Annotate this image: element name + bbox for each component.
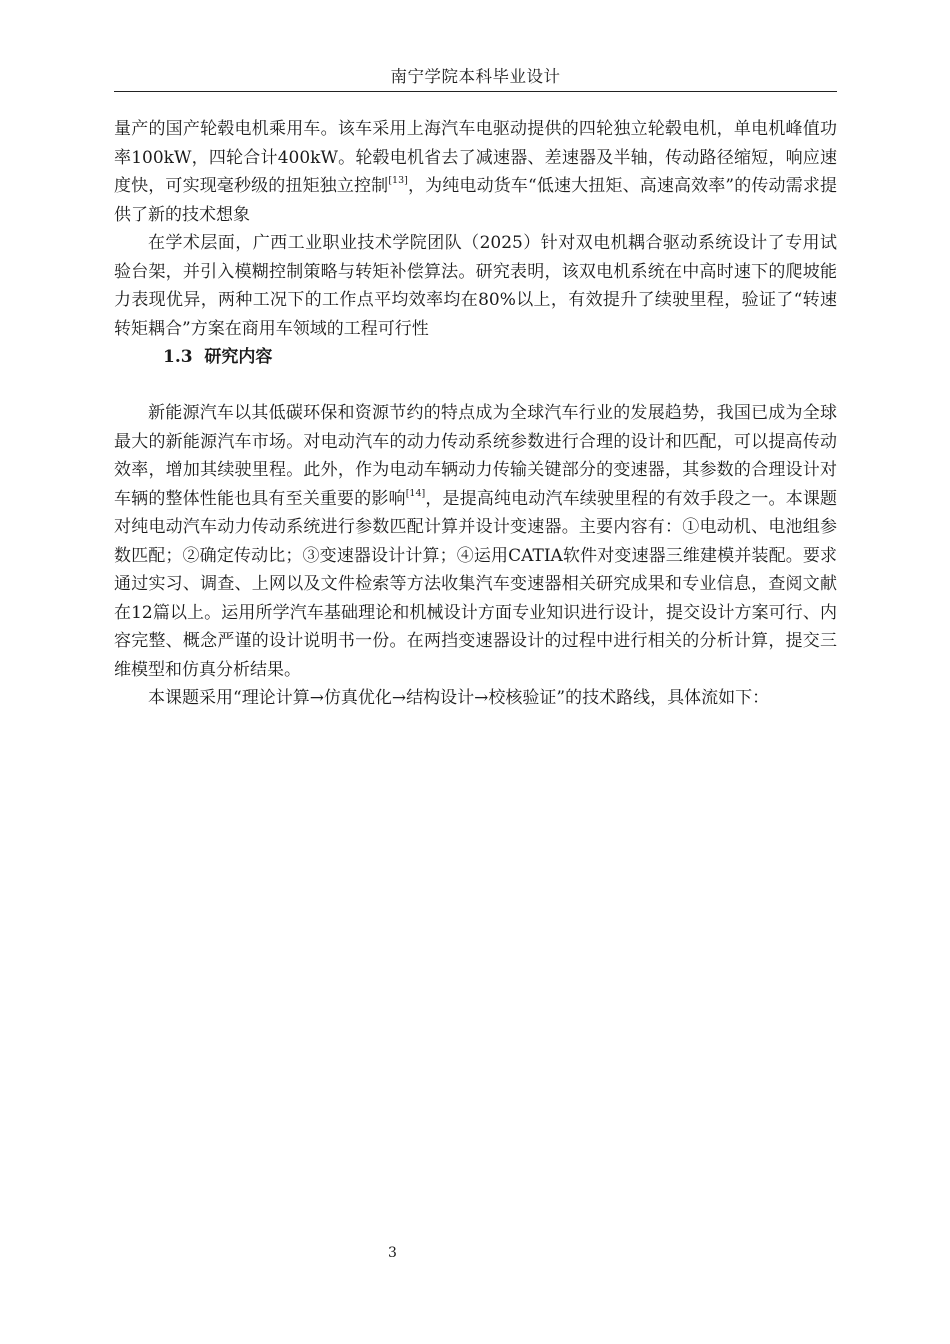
paragraph-technical-route: [114, 684, 837, 713]
paragraph-text: 新能源汽车以其低碳环保和资源节约的特点成为全球汽车行业的发展趋势，我国已成为全球最大的新能源汽车市场。对电动汽车的动力传动系统参数进行合理的设计和匹配，可以提高传动效率，增加其续驶里程。此外，作为电动车辆动力传输关键部分的变速器，其参数的合理设计对车辆的整体性能也具有至关重要的影响: [114, 403, 837, 509]
paragraph-continued: [114, 115, 837, 229]
page-header-title: 南宁学院本科毕业设计: [390, 67, 561, 86]
section-heading: [114, 343, 837, 399]
paragraph-text-tail: ，是提高纯电动汽车续驶里程的有效手段之一。本课题对纯电动汽车动力传动系统进行参数匹配计算并设计变速器。主要内容有：①电动机、电池组参数匹配；②确定传动比；③变速器设计计算；④运用CATIA软件对变速器三维建模并装配。要求通过实习、调查、上网以及文件检索等方法收集汽车变速器相关研究成果和专业信息，查阅文献在12篇以上。运用所学汽车基础理论和机械设计方面专业知识进行设计，提交设计方案可行、内容完整、概念严谨的设计说明书一份。在两挡变速器设计的过程中进行相关的分析计算，提交三维模型和仿真分析结果。: [114, 488, 838, 680]
paragraph-research-content: [114, 399, 837, 684]
citation-ref: [13]: [388, 175, 408, 187]
paragraph-academic: [114, 229, 837, 343]
section-title: 研究内容: [204, 347, 273, 367]
header-divider: [114, 91, 837, 92]
section-number: 1.3: [163, 347, 193, 367]
paragraph-text: 本课题采用“理论计算→仿真优化→结构设计→校核验证”的技术路线，具体流如下：: [148, 688, 770, 708]
paragraph-text: 在学术层面，广西工业职业技术学院团队（2025）针对双电机耦合驱动系统设计了专用试验台架，并引入模糊控制策略与转矩补偿算法。研究表明，该双电机系统在中高时速下的爬坡能力表现优异，两种工况下的工作点平均效率均在80%以上，有效提升了续驶里程，验证了“转速转矩耦合”方案在商用车领域的工程可行性: [114, 233, 837, 339]
citation-ref: [14]: [405, 487, 426, 499]
paragraph-text: 量产的国产轮毂电机乘用车。该车采用上海汽车电驱动提供的四轮独立轮毂电机，单电机峰值功率100kW，四轮合计400kW。轮毂电机省去了减速器、差速器及半轴，传动路径缩短，响应速度快，可实现毫秒级的扭矩独立控制: [114, 119, 837, 196]
page-number: 3: [388, 1245, 397, 1261]
paragraph-text-tail: ，为纯电动货车“低速大扭矩、高速高效率”的传动需求提供了新的技术想象: [114, 176, 837, 225]
document-body: [114, 115, 837, 713]
